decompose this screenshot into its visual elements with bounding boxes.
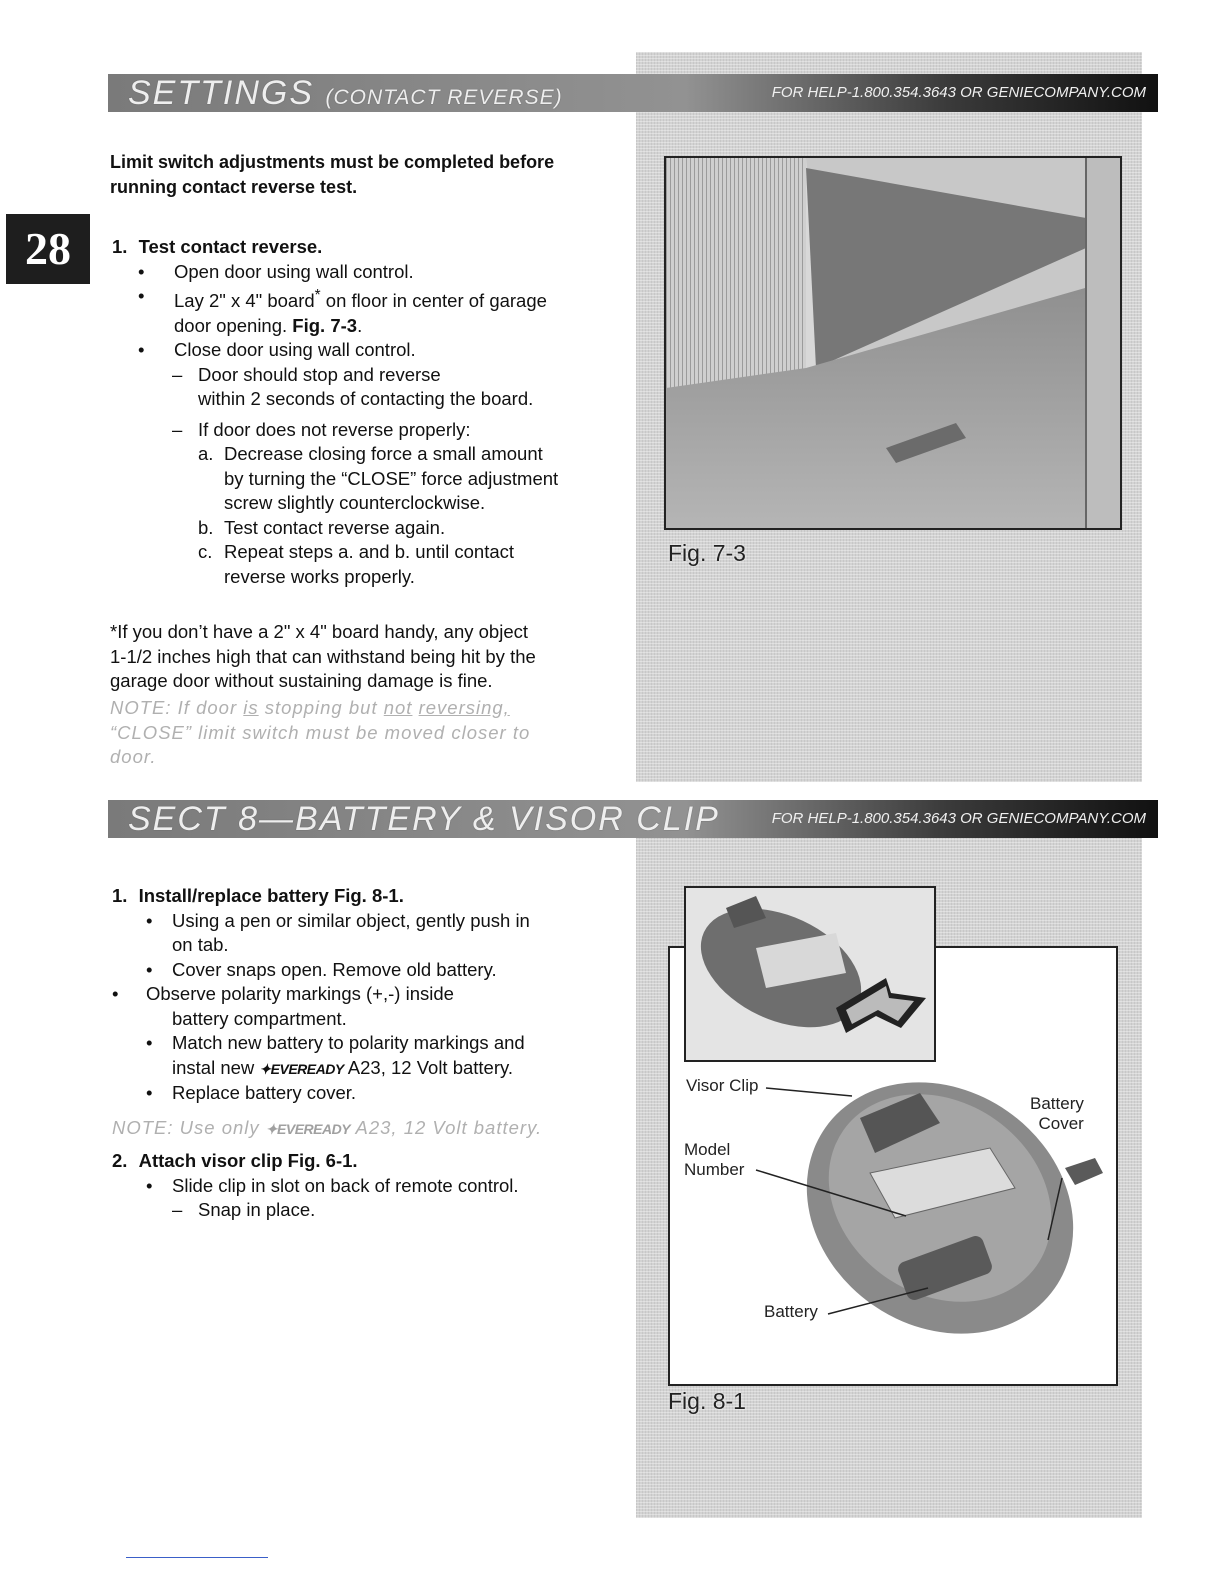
step-number: 1. (112, 885, 128, 906)
figure-label-8-1: Fig. 8-1 (668, 1388, 746, 1414)
callout-line: Number (684, 1160, 745, 1179)
sub-item (112, 1198, 632, 1223)
section-title: SECT 8—BATTERY & VISOR CLIP (128, 800, 720, 838)
note-text: NOTE: Use only (112, 1116, 266, 1138)
brand-text: EVEREADY (277, 1120, 351, 1137)
section-title (128, 75, 563, 116)
figure-label-7-3: Fig. 7-3 (668, 540, 746, 566)
list-item-text: instal new (172, 1056, 260, 1078)
note-battery (112, 1116, 632, 1142)
sub-item-text: Door should stop and reverse (198, 363, 441, 385)
step-title: Test contact reverse. (138, 236, 323, 257)
note-text: is (243, 697, 259, 718)
dash: – (172, 418, 183, 440)
intro-text: Limit switch adjustments must be completed before running contact reverse test. (110, 152, 555, 197)
section-header-battery (108, 800, 1158, 838)
section1-steps (112, 235, 622, 589)
section-title-main: SETTINGS (128, 74, 315, 112)
section-header-settings (108, 74, 1158, 112)
step-number: 2. (112, 1150, 128, 1171)
substep-text: screw slightly counterclockwise. (224, 492, 486, 514)
list-item-text: door opening. (174, 314, 293, 336)
bullet: • (146, 958, 153, 980)
list-item-cont (112, 1007, 632, 1032)
footnote-line: *If you don’t have a 2" x 4" board handy, any object (110, 621, 529, 642)
figure-8-1-inset (684, 886, 936, 1062)
garage-door-illustration (666, 158, 1120, 528)
substep-a (112, 442, 622, 467)
list-item-text: battery compartment. (172, 1007, 347, 1029)
section2-steps (112, 884, 632, 1223)
list-item (112, 958, 632, 983)
footnote-line: 1-1/2 inches high that can withstand being hit by the (110, 645, 536, 667)
list-item-text: on floor in center of garage (320, 290, 547, 312)
note-text: not (383, 697, 413, 718)
step-heading (112, 884, 632, 909)
help-contact: FOR HELP-1.800.354.3643 OR GENIECOMPANY.COM (771, 810, 1146, 827)
bullet: • (138, 339, 145, 361)
list-item-cont: door opening. Fig. 7-3. (112, 314, 622, 339)
list-item (112, 1174, 632, 1199)
footnote-line: garage door without sustaining damage is fine. (110, 670, 493, 691)
substep-text: Decrease closing force a small amount (224, 443, 543, 465)
list-item-text: on tab. (172, 934, 229, 955)
list-item (112, 1081, 632, 1106)
step-heading (112, 1149, 632, 1174)
bullet: • (146, 1174, 153, 1196)
list-item-text: Observe polarity markings (+,-) inside (146, 983, 454, 1004)
substep-c (112, 540, 622, 565)
substep-label: b. (198, 516, 214, 538)
substep-text: by turning the “CLOSE” force adjustment (224, 467, 559, 489)
bullet: • (112, 983, 119, 1004)
note-text: stopping but (258, 697, 384, 718)
callout-battery: Battery (764, 1302, 818, 1321)
figure-reference: Fig. 7-3 (292, 314, 358, 336)
step-heading (112, 235, 622, 260)
figure-7-3-photo (664, 156, 1122, 530)
callout-model-number (684, 1140, 744, 1180)
sub-item-cont (112, 387, 622, 412)
bullet: • (146, 909, 153, 931)
substep-text: Test contact reverse again. (224, 516, 446, 538)
list-item (112, 982, 632, 1007)
substep-label: a. (198, 443, 214, 465)
substep-a-cont (112, 467, 622, 492)
dash: – (172, 1199, 183, 1220)
substep-b (112, 516, 622, 541)
substep-text: reverse works properly. (224, 565, 415, 587)
sub-item-text: If door does not reverse properly: (198, 418, 471, 440)
eveready-logo: ✦EVEREADY (259, 1060, 344, 1077)
bullet: • (146, 1082, 153, 1103)
note-text: NOTE: If door (110, 697, 244, 718)
callout-line: Model (684, 1140, 731, 1159)
step-title: Install/replace battery Fig. 8-1. (138, 885, 404, 906)
callout-line: Cover (1038, 1114, 1084, 1133)
bullet: • (146, 1032, 153, 1053)
callout-visor-clip: Visor Clip (686, 1076, 759, 1095)
note-text: “CLOSE” limit switch must be moved closer to (110, 721, 531, 743)
section-title-sub: (CONTACT REVERSE) (325, 86, 563, 109)
list-item-cont (112, 933, 632, 958)
list-item-text: Lay 2" x 4" board (174, 290, 315, 312)
list-item (112, 338, 622, 363)
list-item (112, 284, 622, 314)
footnote-marker: * (314, 287, 321, 304)
step-number: 1. (112, 236, 128, 257)
substep-label: c. (198, 541, 213, 563)
list-item (112, 260, 622, 285)
callout-line: Battery (1030, 1094, 1084, 1113)
note-text: A23, 12 Volt battery. (350, 1116, 543, 1138)
footnote (110, 620, 620, 694)
footer-rule (126, 1557, 268, 1558)
sub-item (112, 418, 622, 443)
sub-item (112, 363, 622, 388)
list-item-text: Match new battery to polarity markings and (172, 1032, 525, 1053)
list-item-text: Cover snaps open. Remove old battery. (172, 958, 497, 980)
sub-item-text: Snap in place. (198, 1199, 316, 1220)
callout-battery-cover (1030, 1094, 1084, 1134)
bullet: • (138, 260, 145, 282)
list-item (112, 909, 632, 934)
note-limit-switch (110, 696, 630, 770)
list-item (112, 1031, 632, 1056)
eveready-logo: ✦EVEREADY (265, 1120, 351, 1137)
dash: – (172, 363, 183, 385)
substep-text: Repeat steps a. and b. until contact (224, 541, 515, 563)
brand-text: EVEREADY (270, 1060, 344, 1077)
page-number: 28 (6, 214, 90, 284)
sub-item-text: within 2 seconds of contacting the board. (198, 388, 534, 410)
list-item-text: Replace battery cover. (172, 1082, 357, 1103)
step-title: Attach visor clip Fig. 6-1. (138, 1150, 358, 1171)
substep-a-cont (112, 491, 622, 516)
list-item-cont (112, 1056, 632, 1082)
note-text: reversing, (418, 697, 510, 718)
push-tab-illustration (686, 888, 934, 1060)
substep-c-cont (112, 565, 622, 590)
list-item-text: Slide clip in slot on back of remote control. (172, 1174, 519, 1196)
list-item-text: A23, 12 Volt battery. (343, 1056, 514, 1078)
list-item-text: Close door using wall control. (174, 339, 416, 361)
help-contact: FOR HELP-1.800.354.3643 OR GENIECOMPANY.COM (771, 84, 1146, 101)
list-item-text: Open door using wall control. (174, 260, 414, 282)
note-text: door. (110, 746, 157, 767)
bullet: • (138, 285, 145, 306)
list-item-text: Using a pen or similar object, gently push in (172, 909, 530, 931)
